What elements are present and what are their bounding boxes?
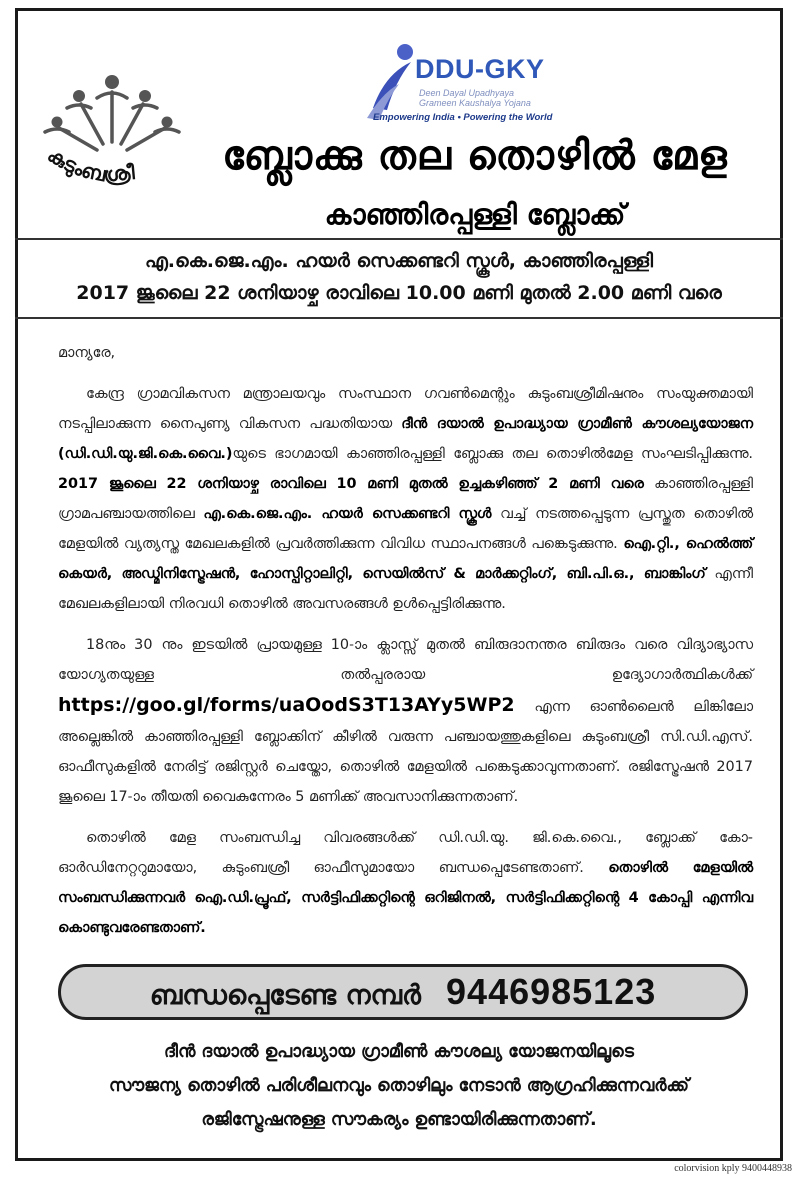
p1-bold-date: 2017 ജൂലൈ 22 ശനിയാഴ്ച രാവിലെ 10 മണി മുതൽ ഉച്ചകഴിഞ്ഞ് 2 മണി വരെ bbox=[58, 476, 644, 492]
p1-text: എന്നീ മേഖലകളിലായി നിരവധി തൊഴിൽ അവസരങ്ങൾ ഉൾപ്പെട്ടിരിക്കുന്നു. bbox=[58, 566, 753, 612]
p1-text: കേന്ദ്ര ഗ്രാമവികസന മന്ത്രാലയവും സംസ്ഥാന ഗവൺമെന്റും കുടുംബശ്രീമിഷനും സംയുക്തമായി നടപ്പിലാക്കുന്ന നൈപുണ്യ വികസന പദ്ധതിയായ bbox=[58, 386, 753, 432]
ddu-gky-logo bbox=[365, 38, 580, 138]
ddu-tagline: Empowering India • Powering the World bbox=[373, 112, 553, 123]
letter-body bbox=[58, 338, 753, 954]
ddu-subtitle-1: Deen Dayal Upadhyaya bbox=[419, 88, 515, 98]
footer-line-2: സൗജന്യ തൊഴിൽ പരിശീലനവും തൊഴിലും നേടാൻ ആഗ്രഹിക്കുന്നവർക്ക് bbox=[109, 1076, 689, 1096]
divider-top bbox=[15, 238, 783, 240]
page-subtitle: കാഞ്ഞിരപ്പള്ളി ബ്ലോക്ക് bbox=[324, 198, 626, 231]
page-title: ബ്ലോക്കു തല തൊഴിൽ മേള bbox=[222, 133, 728, 179]
p1-text: യുടെ ഭാഗമായി കാഞ്ഞിരപ്പള്ളി ബ്ലോക്കു തല തൊഴിൽമേള സംഘടിപ്പിക്കുന്നു. bbox=[232, 446, 753, 462]
p1-bold-venue: എ.കെ.ജെ.എം. ഹയർ സെക്കണ്ടറി സ്കൂൾ bbox=[203, 506, 492, 522]
footer-line-3: രജിസ്ട്രേഷനുള്ള സൗകര്യം ഉണ്ടായിരിക്കുന്നതാണ്. bbox=[201, 1110, 597, 1130]
paragraph-2 bbox=[58, 630, 753, 812]
ddu-subtitle-2: Grameen Kaushalya Yojana bbox=[419, 98, 531, 108]
date-line: 2017 ജൂലൈ 22 ശനിയാഴ്ച രാവിലെ 10.00 മണി മുതൽ 2.00 മണി വരെ bbox=[76, 282, 722, 304]
p1-bold-sectors: ഐ.റ്റി., ഹെൽത്ത് കെയർ, അഡ്മിനിസ്ട്രേഷൻ, ഹോസ്പിറ്റാലിറ്റി, സെയിൽസ് & മാർക്കറ്റിംഗ്, ബി.പി.ഒ., ബാങ്കിംഗ് bbox=[58, 536, 753, 582]
paragraph-1 bbox=[58, 379, 753, 619]
p1-text: കാഞ്ഞിരപ്പള്ളി ഗ്രാമപഞ്ചായത്തിലെ bbox=[58, 476, 753, 522]
footer-line-1: ദീൻ ദയാൽ ഉപാദ്ധ്യായ ഗ്രാമീൺ കൗശല്യ യോജനയിലൂടെ bbox=[164, 1042, 634, 1062]
printer-credit: colorvision kply 9400448938 bbox=[674, 1163, 792, 1174]
contact-number[interactable]: 9446985123 bbox=[446, 971, 657, 1012]
p1-bold-scheme: ദീൻ ദയാൽ ഉപാദ്ധ്യായ ഗ്രാമീൺ കൗശല്യയോജന (ഡി.ഡി.യു.ജി.കെ.വൈ.) bbox=[58, 416, 753, 462]
paragraph-3 bbox=[58, 823, 753, 943]
contact-label: ബന്ധപ്പെടേണ്ട നമ്പർ bbox=[149, 980, 421, 1011]
p3-text: തൊഴിൽ മേള സംബന്ധിച്ച വിവരങ്ങൾക്ക് ഡി.ഡി.യു. ജി.കെ.വൈ., ബ്ലോക്ക് കോ-ഓർഡിനേറ്ററുമായോ, കുടുംബശ്രീ ഓഫീസുമായോ ബന്ധപ്പെടേണ്ടതാണ്. bbox=[58, 830, 753, 876]
kudumbashree-arc-text: കുടുംബശ്രീ bbox=[43, 142, 136, 187]
contact-pill bbox=[58, 964, 748, 1020]
salutation: മാന്യരേ, bbox=[58, 345, 116, 361]
footer-message bbox=[20, 1035, 778, 1137]
header bbox=[15, 8, 783, 238]
divider-bottom bbox=[15, 317, 783, 319]
svg-text:കുടുംബശ്രീ bbox=[43, 142, 136, 186]
p3-bold-documents: തൊഴിൽ മേളയിൽ സംബന്ധിക്കുന്നവർ ഐ.ഡി.പ്രൂഫ്, സർട്ടിഫിക്കറ്റിന്റെ ഒറിജിനൽ, സർട്ടിഫിക്കറ്റിന്റെ 4 കോപ്പി എന്നിവ കൊണ്ടുവരേണ്ടതാണ്. bbox=[58, 860, 753, 936]
registration-link[interactable]: https://goo.gl/forms/uaOodS3T13AYy5WP2 bbox=[58, 694, 515, 716]
p2-text: എന്ന ഓൺലൈൻ ലിങ്കിലോ അല്ലെങ്കിൽ കാഞ്ഞിരപ്പള്ളി ബ്ലോക്കിന് കീഴിൽ വരുന്ന പഞ്ചായത്തുകളിലെ കുടുംബശ്രീ സി.ഡി.എസ്. ഓഫീസുകളിൽ നേരിട്ട് രജിസ്റ്റർ ചെയ്തോ, തൊഴിൽ മേളയിൽ പങ്കെടുക്കാവുന്നതാണ്. രജിസ്ട്രേഷൻ 2017 ജൂലൈ 17-ാം തീയതി വൈകുന്നേരം 5 മണിക്ക് അവസാനിക്കുന്നതാണ്. bbox=[58, 699, 753, 805]
p2-text: 18നും 30 നും ഇടയിൽ പ്രായമുള്ള 10-ാം ക്ലാസ്സ് മുതൽ ബിരുദാനന്തര ബിരുദം വരെ വിദ്യാഭ്യാസ യോഗ്യതയുള്ള തൽപ്പരരായ ഉദ്യോഗാർത്ഥികൾക്ക് bbox=[58, 637, 753, 683]
p1-text: വച്ച് നടത്തപ്പെടുന്ന പ്രസ്തുത തൊഴിൽ മേളയിൽ വ്യത്യസ്ത മേഖലകളിൽ പ്രവർത്തിക്കുന്ന വിവിധ സ്ഥാപനങ്ങൾ പങ്കെടുക്കുന്നു. bbox=[58, 506, 753, 552]
venue-line: എ.കെ.ജെ.എം. ഹയർ സെക്കണ്ടറി സ്കൂൾ, കാഞ്ഞിരപ്പള്ളി bbox=[144, 250, 654, 272]
kudumbashree-wordmark bbox=[31, 78, 201, 198]
ddu-title: DDU-GKY bbox=[415, 54, 545, 84]
